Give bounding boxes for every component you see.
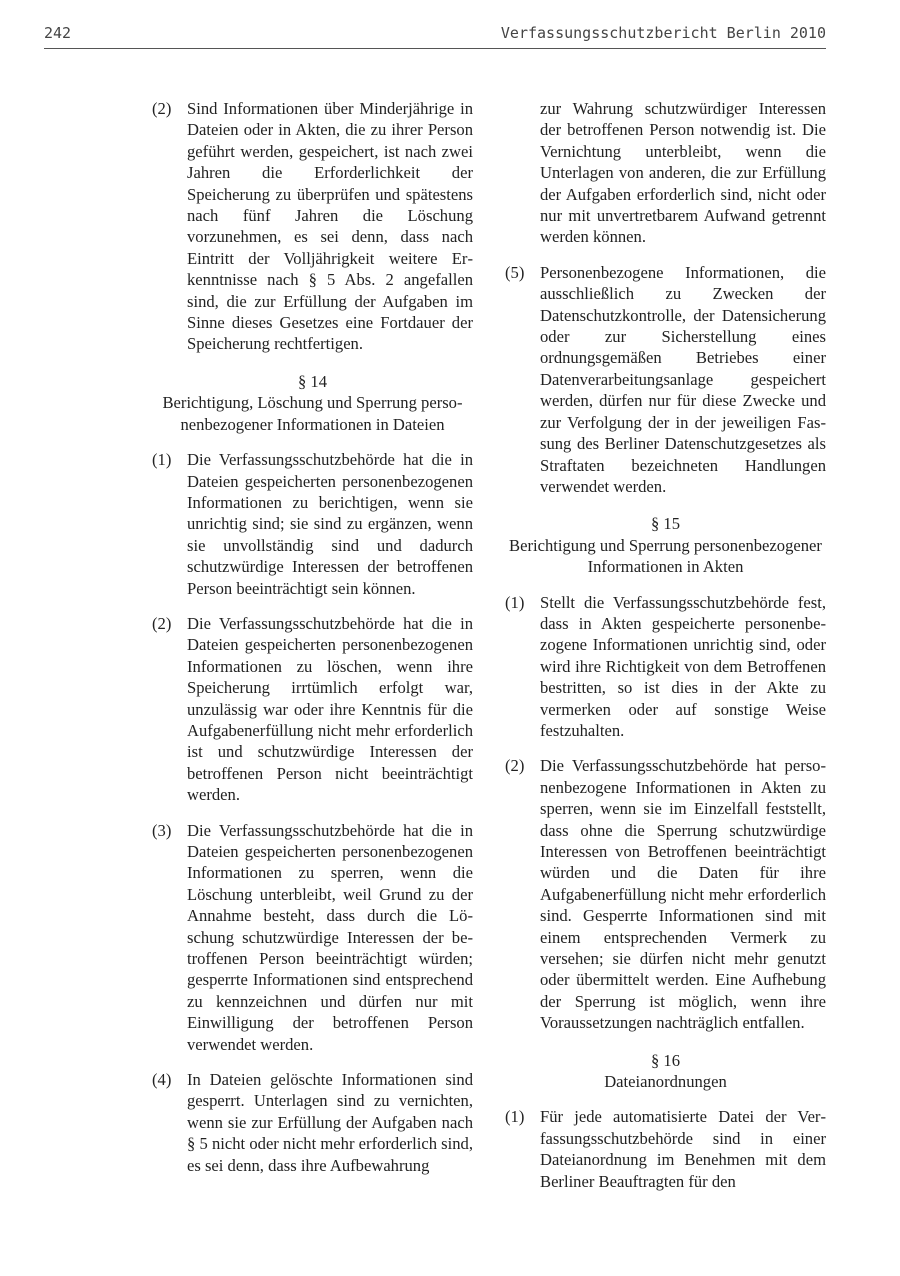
- section-16-title: Dateianordnungen: [604, 1072, 727, 1092]
- paragraph-16-1: [505, 1106, 826, 1192]
- paragraph-14-4: [152, 1069, 473, 1176]
- section-15-number: § 15: [650, 514, 681, 534]
- paragraph-number: (4): [152, 1070, 172, 1090]
- paragraph-text: Für jede automatisierte Datei der Verfassungsschutzbehörde sind in einer Dateianordnung im Benehmen mit dem Berliner Beauftragten für den: [540, 1107, 826, 1191]
- paragraph-text: zur Wahrung schutzwürdiger Interessen der betroffenen Person notwendig ist. Die Vernichtung unterbleibt, wenn die Unterlagen von anderen, die zur Erfüllung der Aufgaben erforderlich sind, nicht oder nur mit unvertretbarem Aufwand getrennt werden können.: [540, 99, 826, 247]
- page-header: [44, 20, 826, 49]
- paragraph-13-2: [152, 98, 473, 355]
- section-14-title: Berichtigung, Löschung und Sperrung personenbezogener Informationen in Dateien: [162, 393, 463, 434]
- paragraph-text: Die Verfassungsschutzbehörde hat die in Dateien gespeicherten personenbezogenen Informationen zu löschen, wenn ihre Speicherung irrtümlich erfolgt war, unzulässig war oder ihre Kenntnis für die Aufgabenerfüllung nicht mehr erforderlich ist und schutzwürdige Interessen der betroffenen Person nicht beeinträchtigt werden.: [187, 613, 473, 805]
- paragraph-14-4-continued: [505, 98, 826, 248]
- paragraph-number: (5): [505, 262, 525, 282]
- paragraph-14-5: [505, 262, 826, 497]
- paragraph-text: Die Verfassungsschutzbehörde hat die in Dateien gespeicherten personenbezogenen Informationen zu berichtigen, wenn sie unrichtig sind; sie sind zu ergänzen, wenn sie unvollständig sind und dadurch schutzwürdige Interessen der betroffenen Person beeinträchtigt sein können.: [187, 450, 473, 598]
- paragraph-number: (1): [505, 1107, 525, 1127]
- paragraph-number: (1): [505, 592, 525, 612]
- paragraph-14-2: [152, 613, 473, 806]
- paragraph-14-3: [152, 820, 473, 1055]
- paragraph-number: (2): [152, 99, 172, 118]
- left-column: [152, 98, 473, 1190]
- page-number: 242: [44, 24, 72, 42]
- section-15-title: Berichtigung und Sperrung personenbezogener Informationen in Akten: [509, 535, 822, 577]
- paragraph-text: Die Verfassungsschutzbehörde hat personenbezogene Informationen in Akten zu sperren, wenn sie im Einzelfall feststellt, dass ohne die Sperrung schutzwürdige Interessen von Betroffenen beeinträchtigt würden und die Daten für ihre Aufgabenerfüllung nicht mehr erforderlich sind. Gesperrte Informationen sind mit einem entsprechenden Vermerk zu versehen; sie dürfen nicht mehr genutzt oder übermittelt werden. Eine Aufhebung der Sperrung ist möglich, wenn ihre Voraussetzungen nachträglich entfallen.: [540, 756, 826, 1033]
- paragraph-text: Sind Informationen über Minderjährige in Dateien oder in Akten, die zu ihrer Person geführt werden, gespeichert, ist nach zwei Jahren die Erforderlichkeit der Speicherung zu überprüfen und spätestens nach fünf Jahren die Löschung vorzunehmen, es sei denn, dass nach Eintritt der Volljährigkeit weitere Erkenntnisse nach § 5 Abs. 2 angefallen sind, die zur Erfüllung der Aufgaben im Sinne dieses Gesetzes eine Fortdauer der Speicherung rechtfertigen.: [187, 99, 473, 354]
- paragraph-15-1: [505, 592, 826, 742]
- right-column: [505, 98, 826, 1206]
- paragraph-text: Die Verfassungsschutzbehörde hat die in Dateien gespeicherten personenbezogenen Informationen zu sperren, wenn die Löschung unterbleibt, weil Grund zu der Annahme besteht, dass durch die Löschung schutzwürdige Interessen der betroffenen Person beeinträchtigt würden; gesperrte Informationen sind entsprechend zu kennzeichnen und dürfen nur mit Einwilligung der betroffenen Person verwendet werden.: [187, 820, 473, 1054]
- paragraph-14-1: [152, 449, 473, 599]
- paragraph-number: (2): [152, 613, 172, 633]
- paragraph-text: Personenbezogene Informationen, die ausschließlich zu Zwecken der Datenschutzkontrolle, der Datensicherung oder zur Sicherstellung eines ordnungsgemäßen Betriebes einer Datenverarbeitungsanlage gespeichert werden, dürfen nur für diese Zwecke und zur Verfolgung der in der jeweiligen Fassung des Berliner Datenschutzgesetzes als Straftaten bezeichneten Handlungen verwendet werden.: [540, 262, 826, 496]
- paragraph-number: (3): [152, 820, 172, 840]
- paragraph-text: Stellt die Verfassungsschutzbehörde fest, dass in Akten gespeicherte personenbezogene Informationen unrichtig sind, oder wird ihre Richtigkeit von dem Betroffenen bestritten, so ist dies in der Akte zu vermerken oder auf sonstige Weise festzuhalten.: [540, 592, 826, 740]
- running-title: Verfassungsschutzbericht Berlin 2010: [500, 24, 826, 42]
- paragraph-15-2: [505, 755, 826, 1033]
- paragraph-number: (2): [505, 756, 525, 776]
- paragraph-text: In Dateien gelöschte Informationen sind gesperrt. Unterlagen sind zu vernichten, wenn sie zur Erfüllung der Aufgaben nach § 5 nicht oder nicht mehr erforderlich sind, es sei denn, dass ihre Aufbewahrung: [187, 1070, 473, 1175]
- paragraph-number: (1): [152, 450, 172, 470]
- section-16-number: § 16: [650, 1050, 681, 1070]
- section-14-number: § 14: [297, 371, 328, 391]
